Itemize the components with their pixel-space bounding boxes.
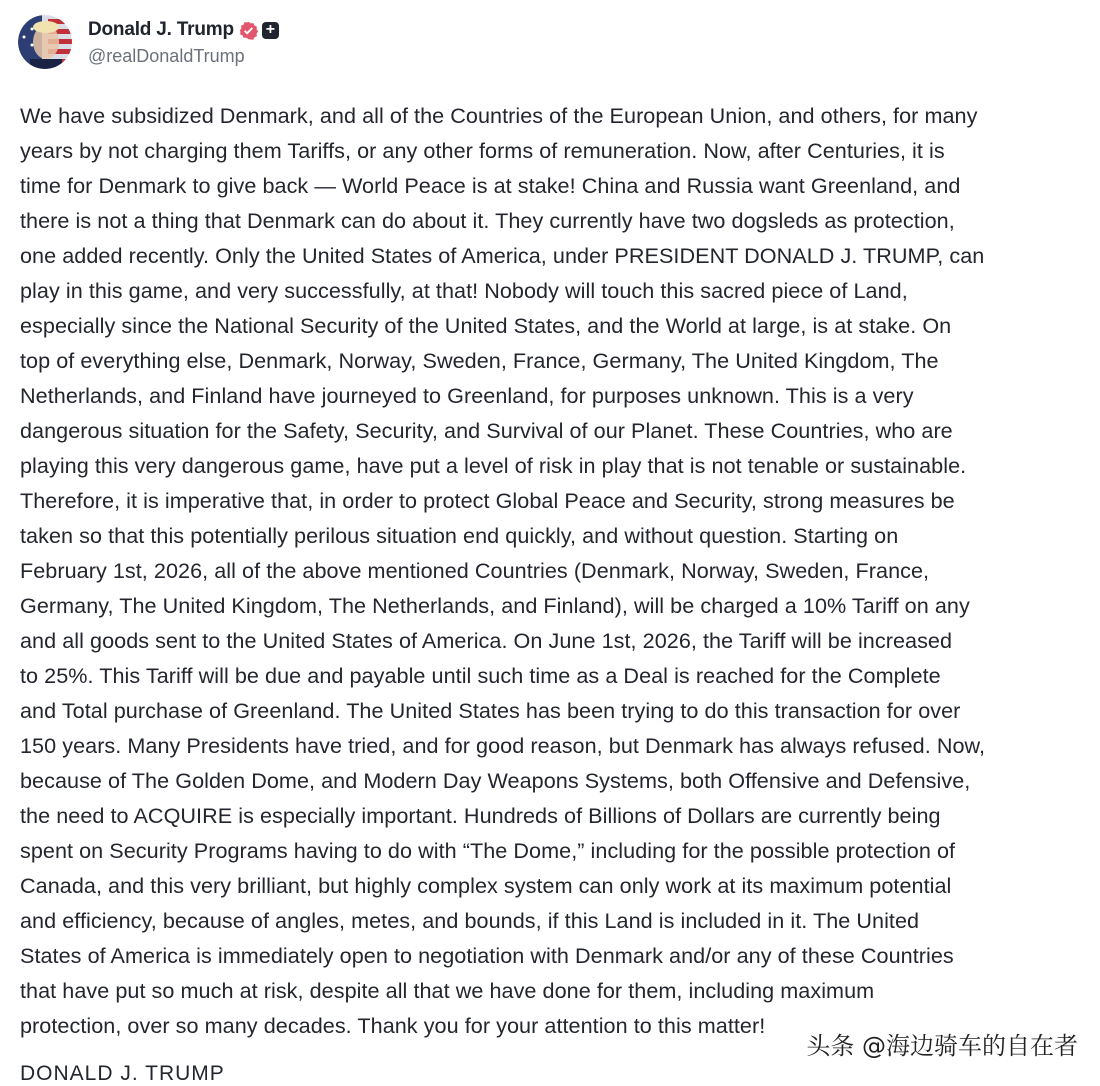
post-line: taken so that this potentially perilous situation end quickly, and without question. Starting on (20, 523, 899, 548)
post-line: protection, over so many decades. Thank you for your attention to this matter! (20, 1013, 766, 1038)
post-line: play in this game, and very successfully, at that! Nobody will touch this sacred piece of Land, (20, 278, 908, 303)
post-line: Netherlands, and Finland have journeyed to Greenland, for purposes unknown. This is a very (20, 383, 914, 408)
post-line: and Total purchase of Greenland. The United States has been trying to do this transaction for over (20, 698, 961, 723)
post-line: 150 years. Many Presidents have tried, and for good reason, but Denmark has always refused. Now, (20, 733, 986, 758)
post-line: Germany, The United Kingdom, The Netherlands, and Finland), will be charged a 10% Tariff on any (20, 593, 970, 618)
post-line: playing this very dangerous game, have put a level of risk in play that is not tenable or sustainable. (20, 453, 967, 478)
watermark: 头条 @海边骑车的自在者 (806, 1032, 1078, 1060)
plus-icon: + (262, 22, 279, 39)
post-line: dangerous situation for the Safety, Security, and Survival of our Planet. These Countries, who are (20, 418, 953, 443)
post-line: time for Denmark to give back — World Peace is at stake! China and Russia want Greenland, and (20, 173, 961, 198)
author-block (88, 17, 279, 67)
author-name[interactable]: Donald J. Trump (88, 19, 234, 40)
post-line: We have subsidized Denmark, and all of the Countries of the European Union, and others, for many (20, 103, 978, 128)
author-handle[interactable]: @realDonaldTrump (88, 46, 245, 66)
post-line: States of America is immediately open to negotiation with Denmark and/or any of these Countries (20, 943, 954, 968)
post-signature: DONALD J. TRUMP (20, 1062, 225, 1085)
post-body (20, 98, 1090, 1043)
post-line: top of everything else, Denmark, Norway, Sweden, France, Germany, The United Kingdom, The (20, 348, 939, 373)
post-line: and efficiency, because of angles, metes, and bounds, if this Land is included in it. The United (20, 908, 920, 933)
post-line: Canada, and this very brilliant, but highly complex system can only work at its maximum potential (20, 873, 952, 898)
post-line: and all goods sent to the United States of America. On June 1st, 2026, the Tariff will be increased (20, 628, 953, 653)
verified-badge-icon (239, 21, 258, 40)
post-line: Therefore, it is imperative that, in order to protect Global Peace and Security, strong measures be (20, 488, 955, 513)
post-line: that have put so much at risk, despite all that we have done for them, including maximum (20, 978, 875, 1003)
post-header (18, 14, 279, 70)
post-line: there is not a thing that Denmark can do about it. They currently have two dogsleds as protection, (20, 208, 955, 233)
post-line: the need to ACQUIRE is especially important. Hundreds of Billions of Dollars are currently being (20, 803, 941, 828)
post-line: years by not charging them Tariffs, or any other forms of remuneration. Now, after Centuries, it is (20, 138, 945, 163)
post-line: February 1st, 2026, all of the above mentioned Countries (Denmark, Norway, Sweden, France, (20, 558, 930, 583)
post-line: especially since the National Security of the United States, and the World at large, is at stake. On (20, 313, 952, 338)
post-line: spent on Security Programs having to do with “The Dome,” including for the possible protection of (20, 838, 956, 863)
name-row (88, 17, 279, 43)
post-line: one added recently. Only the United States of America, under PRESIDENT DONALD J. TRUMP, can (20, 243, 985, 268)
post-line: because of The Golden Dome, and Modern Day Weapons Systems, both Offensive and Defensive, (20, 768, 971, 793)
post-line: to 25%. This Tariff will be due and payable until such time as a Deal is reached for the Complete (20, 663, 941, 688)
avatar[interactable] (18, 15, 72, 69)
